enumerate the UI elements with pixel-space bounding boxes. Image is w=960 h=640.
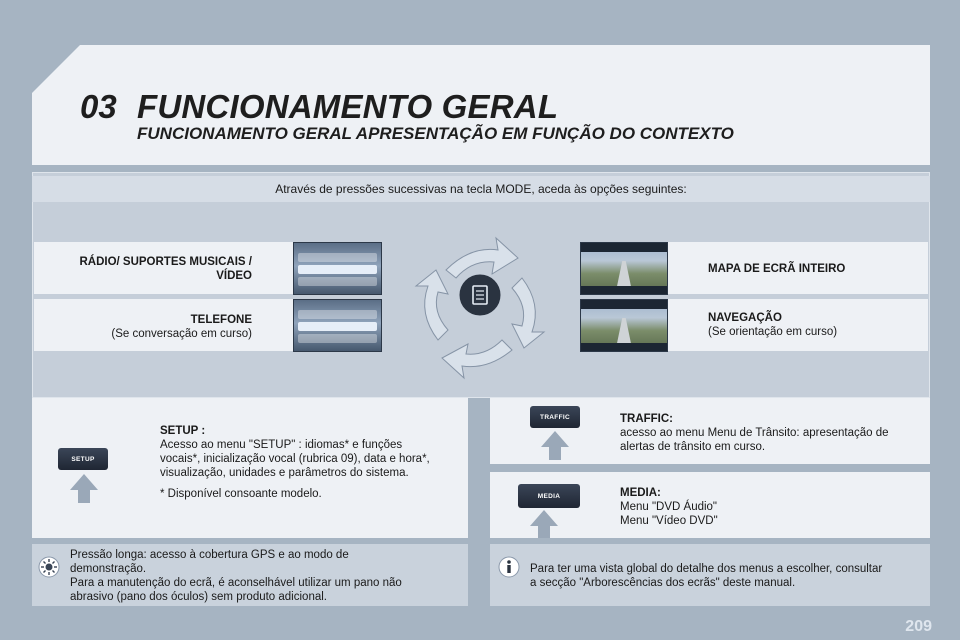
media-press-arrow-icon	[530, 510, 558, 526]
arrow-right-icon	[512, 278, 544, 348]
setup-line-1: Acesso ao menu "SETUP" : idiomas* e funções	[160, 439, 403, 451]
setup-line-3: visualização, unidades e parâmetros do sistema.	[160, 467, 409, 479]
traffic-line-2: alertas de trânsito em curso.	[620, 441, 766, 453]
setup-press-arrow-icon	[70, 474, 98, 490]
traffic-line-1: acesso ao menu Menu de Trânsito: apresentação de	[620, 427, 889, 439]
traffic-press-arrow-stem	[549, 446, 561, 460]
tip-line-3: Para a manutenção do ecrã, é aconselhável utilizar um pano não	[70, 577, 402, 589]
radio-screen-thumbnail	[293, 242, 382, 295]
traffic-button[interactable]: TRAFFIC	[530, 406, 580, 428]
info-line-2: a secção "Arborescências dos ecrãs" deste manual.	[530, 577, 796, 589]
setup-button[interactable]: SETUP	[58, 448, 108, 470]
setup-heading: SETUP :	[160, 425, 206, 437]
info-icon	[498, 556, 520, 578]
mode-cycle-arrows	[400, 228, 560, 388]
telefone-screen-thumbnail	[293, 299, 382, 352]
navegacao-desc: (Se orientação em curso)	[708, 326, 838, 338]
mapa-title: MAPA DE ECRÃ INTEIRO	[708, 263, 846, 275]
tip-line-2: demonstração.	[70, 563, 147, 575]
setup-footnote: * Disponível consoante modelo.	[160, 488, 322, 500]
tip-line-1: Pressão longa: acesso à cobertura GPS e ao modo de	[70, 549, 349, 561]
navigation-screen-thumbnail	[580, 299, 668, 352]
arrow-left-icon	[416, 270, 448, 340]
telefone-desc: (Se conversação em curso)	[111, 328, 252, 340]
navegacao-title: NAVEGAÇÃO	[708, 312, 782, 324]
page-subtitle: FUNCIONAMENTO GERAL APRESENTAÇÃO EM FUNÇÃO DO CONTEXTO	[137, 124, 734, 143]
setup-press-arrow-stem	[78, 489, 90, 503]
radio-title-1: RÁDIO/ SUPORTES MUSICAIS /	[79, 256, 252, 268]
intro-text: Através de pressões sucessivas na tecla MODE, aceda às opções seguintes:	[32, 176, 930, 202]
traffic-heading: TRAFFIC:	[620, 413, 674, 425]
page-title: FUNCIONAMENTO GERAL	[137, 88, 559, 125]
map-screen-thumbnail	[580, 242, 668, 295]
page-number: 209	[905, 618, 932, 635]
media-press-arrow-stem	[538, 525, 550, 538]
media-line-2: Menu "Vídeo DVD"	[620, 515, 718, 527]
info-line-1: Para ter uma vista global do detalhe dos menus a escolher, consultar	[530, 563, 883, 575]
media-button[interactable]: MEDIA	[518, 484, 580, 508]
chapter-number: 03	[80, 88, 117, 125]
sun-tip-icon	[38, 556, 60, 578]
radio-title-2: VÍDEO	[216, 270, 252, 282]
arrow-bottom-icon	[442, 340, 512, 378]
media-line-1: Menu "DVD Áudio"	[620, 501, 718, 513]
setup-line-2: vocais*, inicialização vocal (rubrica 09), data e hora*,	[160, 453, 430, 465]
telefone-title: TELEFONE	[190, 314, 252, 326]
tip-line-4: abrasivo (pano dos óculos) sem produto adicional.	[70, 591, 327, 603]
traffic-press-arrow-icon	[541, 431, 569, 447]
media-heading: MEDIA:	[620, 487, 661, 499]
